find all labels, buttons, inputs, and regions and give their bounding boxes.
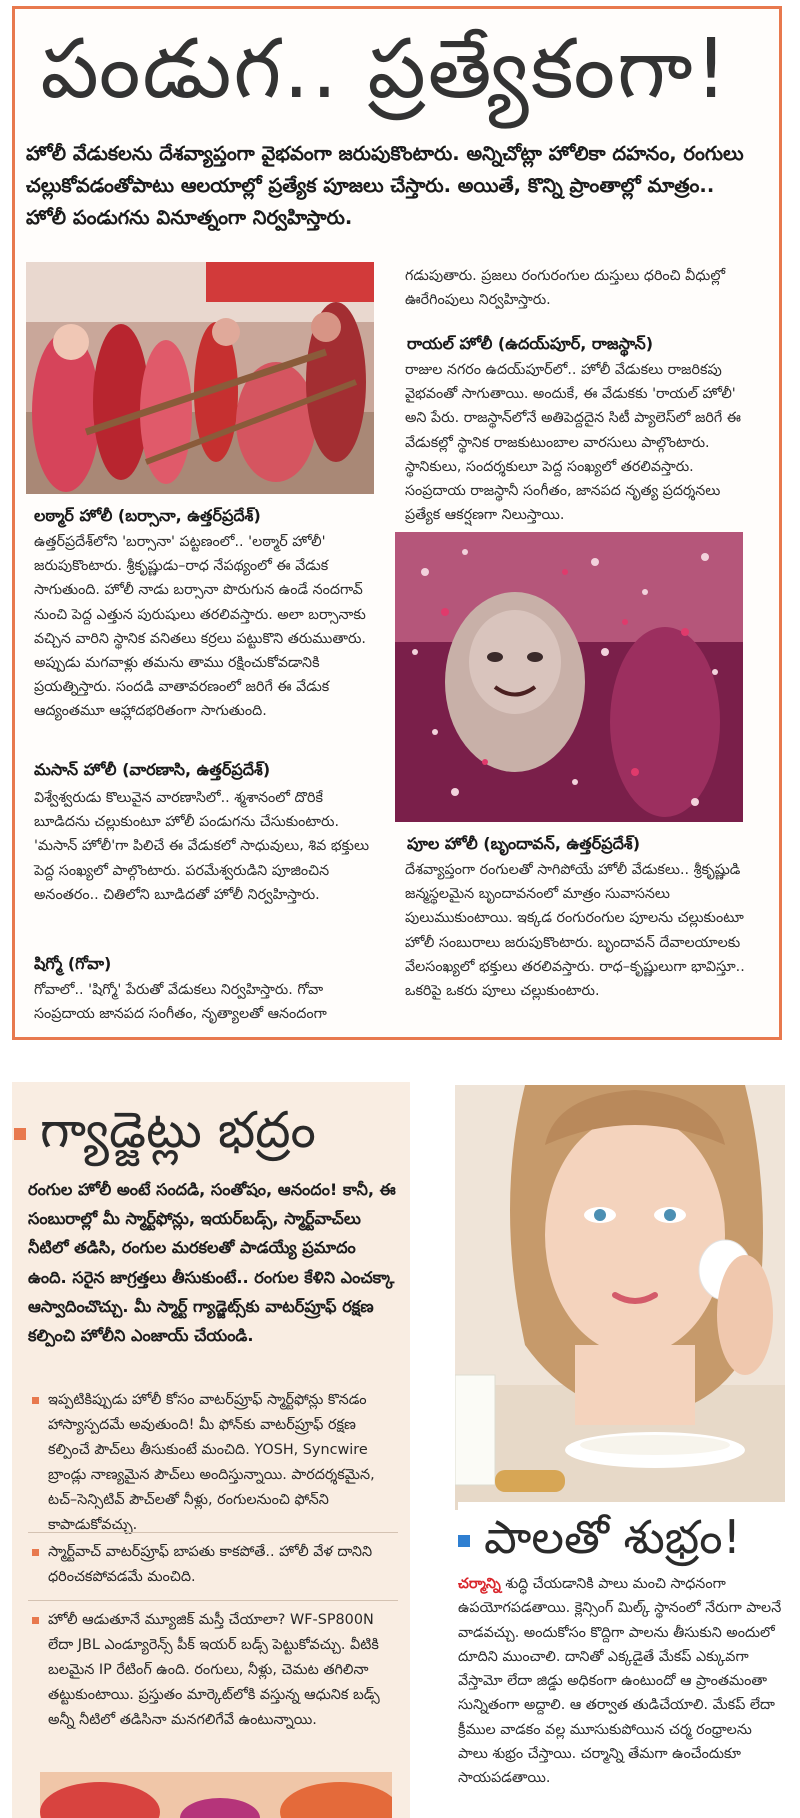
phool-holi-photo: [395, 532, 743, 822]
gadgets-photo: [40, 1772, 392, 1818]
divider: [28, 1532, 398, 1533]
divider: [28, 1600, 398, 1601]
bullet-square-icon: [32, 1397, 39, 1404]
milk-cleansing-photo: [455, 1085, 785, 1510]
article-headline: పండుగ.. ప్రత్యేకంగా!: [40, 22, 730, 117]
phool-holi-body: దేశవ్యాప్తంగా రంగులతో సాగిపోయే హోలీ వేడుకలు.. శ్రీకృష్ణుడి జన్మస్థలమైన బృందావనంలో మాత్రం సువాసనలు పులుముకుంటాయి. ఇక్కడ రంగురంగుల పూలను చల్లుకుంటూ హోలీ సంబురాలు జరుపుకొంటారు. బృందావన్ దేవాలయాలకు వేలసంఖ్యలో భక్తులు తరలివస్తారు. రాధ–కృష్ణులుగా భావిస్తూ.. ఒకరిపై ఒకరు పూలు చల్లుకుంటారు.: [405, 862, 745, 1000]
gadgets-intro: రంగుల హోలీ అంటే సందడి, సంతోషం, ఆనందం! కానీ, ఈ సంబురాల్లో మీ స్మార్ట్‌ఫోన్లు, ఇయర్‌బడ్స్, స్మార్ట్‌వాచ్‌లు నీటిలో తడిసి, రంగుల మరకలతో పాడయ్యే ప్రమాదం ఉంది. సరైన జాగ్రత్తలు తీసుకుంటే.. రంగుల కేళిని ఎంచక్కా ఆస్వాదించొచ్చు. మీ స్మార్ట్ గ్యాడ్జెట్స్‌కు వాటర్‌ప్రూఫ్ రక్షణ కల్పించి హోలీని ఎంజాయ్ చేయండి.: [28, 1180, 396, 1346]
shigmo-body: గోవాలో.. 'షిగ్మో' పేరుతో వేడుకలు నిర్వహిస్తారు. గోవా సంప్రదాయ జానపద సంగీతం, నృత్యాలతో ఆనందంగా: [34, 982, 327, 1023]
bullet-square-icon: [32, 1549, 39, 1556]
royal-holi-body: రాజుల నగరం ఉదయ్‌పూర్‌లో.. హోలీ వేడుకలు రాజరికపు వైభవంతో సాగుతాయి. అందుకే, ఈ వేడుకకు 'రాయల్ హోలీ' అని పేరు. రాజస్థాన్‌లోనే అతిపెద్దదైన సిటీ ప్యాలెస్‌లో జరిగే ఈ వేడుకల్లో స్థానిక రాజకుటుంబాల వారసులు పాల్గొంటారు. స్థానికులు, సందర్శకులూ పెద్ద సంఖ్యలో తరలివస్తారు. సంప్రదాయ రాజస్థానీ సంగీతం, జానపద నృత్య ప్రదర్శనలు ప్రత్యేక ఆకర్షణగా నిలుస్తాయి.: [405, 362, 742, 524]
milk-title-text: పాలతో శుభ్రం!: [484, 1510, 742, 1564]
shigmo-body-continued: గడుపుతారు. ప్రజలు రంగురంగుల దుస్తులు ధరించి వీధుల్లో ఊరేగింపులు నిర్వహిస్తారు.: [405, 268, 726, 309]
gadgets-title-text: గ్యాడ్జెట్లు భద్రం: [40, 1101, 316, 1159]
milk-lead-word: చర్మాన్ని: [458, 1576, 501, 1592]
gadgets-bullet-text: ఇప్పటికిప్పుడు హోలీ కోసం వాటర్‌ప్రూఫ్ స్మార్ట్‌ఫోన్లు కొనడం హాస్యాస్పదమే అవుతుంది! మీ ఫోన్‌కు వాటర్‌ప్రూఫ్ రక్షణ కల్పించే పౌచ్‌లు తీసుకుంటే మంచిది. YOSH, Syncwire బ్రాండ్లు నాణ్యమైన పౌచ్‌లు అందిస్తున్నాయి. పారదర్శకమైన, టచ్–సెన్సిటివ్ పౌచ్‌లతో నీళ్లు, రంగులనుంచి ఫోన్‌ని కాపాడుకోవచ్చు.: [48, 1392, 375, 1533]
gadgets-title: [14, 1090, 316, 1170]
lathmar-holi-title: లఠ్మార్ హోలీ (బర్సానా, ఉత్తర్‌ప్రదేశ్): [34, 506, 261, 525]
royal-holi-title: రాయల్ హోలీ (ఉదయ్‌పూర్, రాజస్థాన్): [407, 334, 654, 353]
bullet-square-icon: [32, 1617, 39, 1624]
gadgets-bullet-text: హోలీ ఆడుతూనే మ్యూజిక్ మస్తీ చేయాలా? WF-SP800N లేదా JBL ఎండ్యూరెన్స్ పీక్ ఇయర్ బడ్స్ పెట్టుకోవచ్చు. వీటికి బలమైన IP రేటింగ్ ఉంది. రంగులు, నీళ్లు, చెమట తగిలినా తట్టుకుంటాయి. ప్రస్తుతం మార్కెట్‌లోకి వస్తున్న ఆధునిక బడ్స్ అన్నీ నీటిలో తడిసినా మనగలిగేవే ఉంటున్నాయి.: [48, 1612, 380, 1728]
lathmar-holi-photo: [26, 262, 374, 494]
milk-body: [458, 1572, 784, 1791]
gadgets-bullet: [32, 1608, 398, 1733]
orange-square-icon: [14, 1128, 26, 1140]
masan-holi-title: మసాన్ హోలీ (వారణాసి, ఉత్తర్‌ప్రదేశ్): [34, 760, 271, 779]
masan-holi-body: విశ్వేశ్వరుడు కొలువైన వారణాసిలో.. శ్మశానంలో దొరికే బూడిదను చల్లుకుంటూ హోలీ పండుగను చేసుకుంటారు. 'మసాన్ హోలీ'గా పిలిచే ఈ వేడుకలో సాధువులు, శివ భక్తులు పెద్ద సంఖ్యలో పాల్గొంటారు. పరమేశ్వరుడిని పూజించిన అనంతరం.. చితిలోని బూడిదతో హోలీ నిర్వహిస్తారు.: [34, 790, 370, 903]
gadgets-bullet-text: స్మార్ట్‌వాచ్ వాటర్‌ప్రూఫ్ బాపతు కాకపోతే.. హోలీ వేళ దానిని ధరించకపోవడమే మంచిది.: [48, 1544, 373, 1585]
milk-title: [458, 1502, 788, 1572]
blue-square-icon: [458, 1535, 470, 1547]
gadgets-bullet: [32, 1388, 398, 1538]
lathmar-holi-body: ఉత్తర్‌ప్రదేశ్‌లోని 'బర్సానా' పట్టణంలో.. 'లఠ్మార్ హోలీ' జరుపుకొంటారు. శ్రీకృష్ణుడు–రాధ నేపథ్యంలో ఈ వేడుక సాగుతుంది. హోలీ నాడు బర్సానా పొరుగున ఉండే నందగావ్ నుంచి పెద్ద ఎత్తున పురుషులు తరలివస్తారు. అలా బర్సానాకు వచ్చిన వారిని స్థానిక వనితలు కర్రలు పట్టుకొని తరుముతారు. అప్పుడు మగవాళ్లు తమను తాము రక్షించుకోవడానికి ప్రయత్నిస్తారు. సందడి వాతావరణంలో జరిగే ఈ వేడుక ఆద్యంతమూ ఆహ్లాదభరితంగా సాగుతుంది.: [34, 534, 366, 720]
milk-body-text: శుద్ధి చేయడానికి పాలు మంచి సాధనంగా ఉపయోగపడతాయి. క్లెన్సింగ్ మిల్క్ స్థానంలో నేరుగా పాలనే వాడవచ్చు. అందుకోసం కొద్దిగా పాలను తీసుకుని అందులో దూదిని ముంచాలి. దానితో ఎక్కడైతే మేకప్ ఎక్కువగా వేస్తామో లేదా జిడ్డు అధికంగా ఉంటుందో ఆ ప్రాంతమంతా సున్నితంగా అద్దాలి. ఆ తర్వాత తుడిచేయాలి. మేకప్ లేదా క్రీముల వాడకం వల్ల మూసుకుపోయిన చర్మ రంధ్రాలను పాలు శుభ్రం చేస్తాయి. చర్మాన్ని తేమగా ఉంచేందుకూ సాయపడతాయి.: [458, 1576, 782, 1787]
gadgets-bullet: [32, 1540, 398, 1590]
phool-holi-title: పూల హోలీ (బృందావన్, ఉత్తర్‌ప్రదేశ్): [407, 834, 641, 853]
shigmo-title: షిగ్మో (గోవా): [34, 954, 112, 973]
article-intro: హోలీ వేడుకలను దేశవ్యాప్తంగా వైభవంగా జరుపుకొంటారు. అన్నిచోట్లా హోలికా దహనం, రంగులు చల్లుకోవడంతోపాటు ఆలయాల్లో ప్రత్యేక పూజలు చేస్తారు. అయితే, కొన్ని ప్రాంతాల్లో మాత్రం.. హోలీ పండుగను వినూత్నంగా నిర్వహిస్తారు.: [26, 142, 744, 229]
